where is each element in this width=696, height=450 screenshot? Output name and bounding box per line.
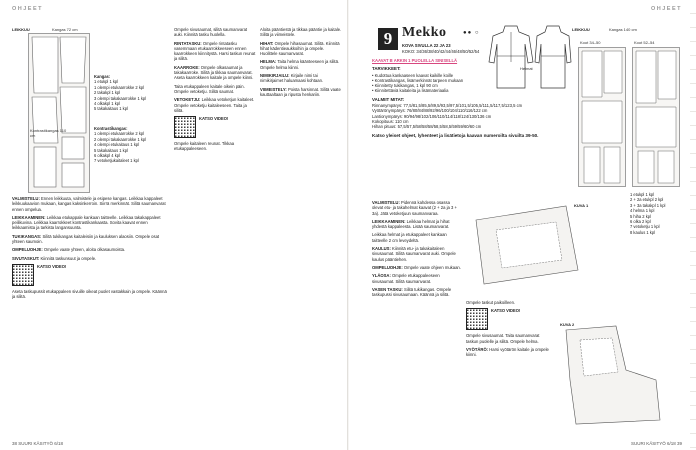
right-cutting-layout-2 (632, 47, 680, 187)
running-header-left: OHJEET (12, 6, 44, 12)
page-edge (690, 0, 696, 450)
leikkuu-label: LEIKKUU (12, 27, 30, 32)
code-line: KOKO: 34/36/38/40/42/44/46/48/50/52/54 (402, 49, 480, 54)
gutter (347, 0, 349, 450)
kuva-1-label: KUVA 1 (574, 203, 589, 208)
helma-label: Helmat (520, 66, 533, 71)
video-link-label[interactable]: KATSO VIDEO! (37, 263, 67, 269)
right-cutting-layout-1 (578, 47, 626, 187)
cutting-layout-diagram (28, 33, 90, 193)
kangas-width-label: Kangas 72 cm (52, 27, 78, 32)
size-line: KOVA SIVULLA 22 JA 23 (402, 43, 451, 48)
left-column-3: Aloita pääntiestä ja tikkaa pääntie ja kaitale. Silitä ja viimeistele. HIHAT: Ompele hihasaumat. Silitä. Kiinnitä hihat kädentieaukkoihin ja ompele. Huolittele saumanvarat. HELMA: Taita helma käänteeseen ja silitä. Ompele helma kiinni. NIMIKIRJAILU: Kirjaile nimi tai nimikirjaimet haluamaasi kohtaan. VIIMEISTELY: Poista harsinnat. Silitä vaate kauttaaltaan ja ripusta henkariin. (260, 27, 342, 97)
qr-code[interactable] (466, 308, 488, 330)
kontrasti-width-label: Kontrastikangas 110 cm (30, 128, 67, 138)
right-kangas-label: Kangas 140 cm (609, 27, 637, 32)
kangas-pieces-list: Kangas: 1 etukpl 1 kpl 1 olempi etukaarrokke 2 kpl 2 takakpl 1 kpl 3 olempi takakaarrokke 1 kpl 4 olkakpl 1 kpl 5 takakaitaus 1 kpl (94, 74, 147, 112)
pattern-number: 9 (378, 28, 398, 50)
video-link-label[interactable]: KATSO VIDEO! (199, 116, 229, 122)
video-link-label[interactable]: KATSO VIDEO! (491, 308, 521, 314)
right-column-a: VALMISTELU: Pidennä kahdessa osassa olevat etu- ja takahelmat kaavat (2 + 2a ja 3 + 3a). Jätä vetoketjuun saumanvaraa. LEIKKAAMINEN: Leikkaa helmat ja hihat yhdestä kappaleesta. Lisää saumanvarat. Leikkaa helmat ja etukappaleet kankaan taitteelle 2 cm leveydeltä. KAULUS: Kiinnitä etu- ja takakaitaleen sivusaumat. Silitä saumanvarat auki. Ompele kaulus pääntiehen. OMPELUOHJE: Ompele vaate ohjeen mukaan. YLÄOSA: Ompele etukappaleeseen sivusaumat. Silitä saumanvarat. VASEN TASKU: Silitä tukikangas. Ompele taskupussi sivusaumaan. Käännä ja silitä. (372, 200, 461, 298)
qr-code[interactable] (12, 264, 34, 286)
kuva-2-diagram (556, 320, 676, 430)
qr-code[interactable] (174, 116, 196, 138)
kontrasti-pieces-list: Kontrastikangas: 1 olempi etukaarrokke 2 kpl 2 olempi takakaarrokke 1 kpl 4 olempi etukaitaus 1 kpl 5 takakaitaus 1 kpl 6 olkakpl 4 kpl 7 vetoketjukaitaleet 1 kpl (94, 126, 147, 164)
folio-right: SUURI KÄSITYÖ 6/18 39 (630, 441, 682, 446)
koot-2-label: Koot 52–54 (634, 40, 655, 45)
bold-note: Katso yleiset ohjeet, lyhenteet ja lisätietoja kaavan numeroilta sivuilta 39-50. (372, 132, 539, 138)
right-pieces-list: 1 etukpl 1 kpl 2 + 2a etukpl 2 kpl 3 + 3a takakpl 1 kpl 4 helma 1 kpl 5 hiha 2 kpl 6 olka 2 kpl 7 vetoketju 1 kpl 8 kaulus 1 kpl (630, 192, 666, 235)
left-column-2: Ompele sivusaumat, silitä saumanvarat auki. Kiinnitä tasku huolella. RINTATASKU: Ompele rintatasku vasemmaan etukaarrokkeeseen ennen kaarrokkeen kiinnitystä. Harsi taskun reunat ja silitä. KAARROKE: Ompele olkasaumat ja takakaarroke. Silitä ja tikkaa saumanvarat. Aseta kaarrokkeen kaitale ja ompele kiinni. Taita etukappaleen kaitale oikein päin. Ompele vetoketju. Silitä saumat. VETOKETJU: Leikkaa vetoketjun kaitaleet. Ompele vetoketju kaitaleeseen. Taita ja silitä. KATSO VIDEO! Ompele kaitaleen reunat. Tikkaa etukappaleeseen. (174, 27, 256, 152)
left-column-1: VALMISTELU: Ennen leikkuuta, valmistele ja esipese kangas. Leikkaa kappaleet leikkuukaavion mukaan, kangas kaksinkerroin. Siirrä merkinnät. Silitä saumanvarat ennen ompelua. LEIKKAAMINEN: Leikkaa etukappale kankaan taitteelle. Leikkaa takakappaleet peilikuvina. Leikkaa kaarrokkeet kontrastikankaasta. Sovita kaavat ennen leikkaamista ja tarkista langansuunta. TUKIKANGAS: Silitä tukikangas kaitaleisiin ja kauluksen alaosiin. Ompele osat yhteen saumoin. OMPELUOHJE: Ompele vaate yhteen, aloita olkasaumoista. SIVUTASKUT: Kiinnitä taskunsuut ja ompele. KATSO VIDEO! Aseta taskupussit etukappaleen sivuille oikeat puolet vastakkain ja ompele. Käännä ja silitä. (12, 196, 167, 300)
koot-1-label: Koot 34–50 (580, 40, 601, 45)
difficulty-dots: ●● ○ (463, 30, 480, 36)
running-header-right: OHJEET (650, 6, 682, 12)
section-link[interactable]: KAAVAT B ARKIN 1 PUOLELLA SINISELLÄ (372, 58, 458, 63)
kuva-1-diagram (466, 200, 589, 290)
right-main-column: KAAVAT B ARKIN 1 PUOLELLA SINISELLÄ TARVIKKEET: • Kudottua kankaaseen kaavat kaikille koille • Kontrastikangas, lisämerkinnät tarpeen mukaan • Kiinnitetty tukikangas, 1 kpl 90 cm • Kiinnitettäviä kaitaleita ja lisämateriaalia VALMIIT MITAT: Rinnanympärys: 77,5/81,5/85,5/89,5/93,5/97,5/101,5/105,5/111,5/117,5/123,5 cm Vyötärönympärys: 76/80/84/88/92/96/100/104/110/116/122 cm Lantionympärys: 90/94/98/102/106/110/114/118/124/130/136 cm Kokopituus: 110 cm Hihan pituus: 57,5/57,5/58/58/58/58,5/58,5/59/59/60/60 cm Katso yleiset ohjeet, lyhenteet ja lisätietoja kaavan numeroilta sivuilta 39-50. (372, 58, 562, 438)
pattern-title: Mekko (402, 25, 447, 40)
right-column-b: Ompele taskut paikoilleen. KATSO VIDEO! Ompele sivusaumat. Taita saumanvarat taskun puolelle ja silitä. Ompele helma. VYÖTÄRÖ: Harsi vyötärön kaitale ja ompele kiinni. (466, 300, 549, 358)
right-leikkuu-label: LEIKKUU (572, 27, 590, 32)
kuva-2-label: KUVA 2 (560, 322, 575, 327)
folio-left: 38 SUURI KÄSITYÖ 6/18 (12, 441, 64, 446)
